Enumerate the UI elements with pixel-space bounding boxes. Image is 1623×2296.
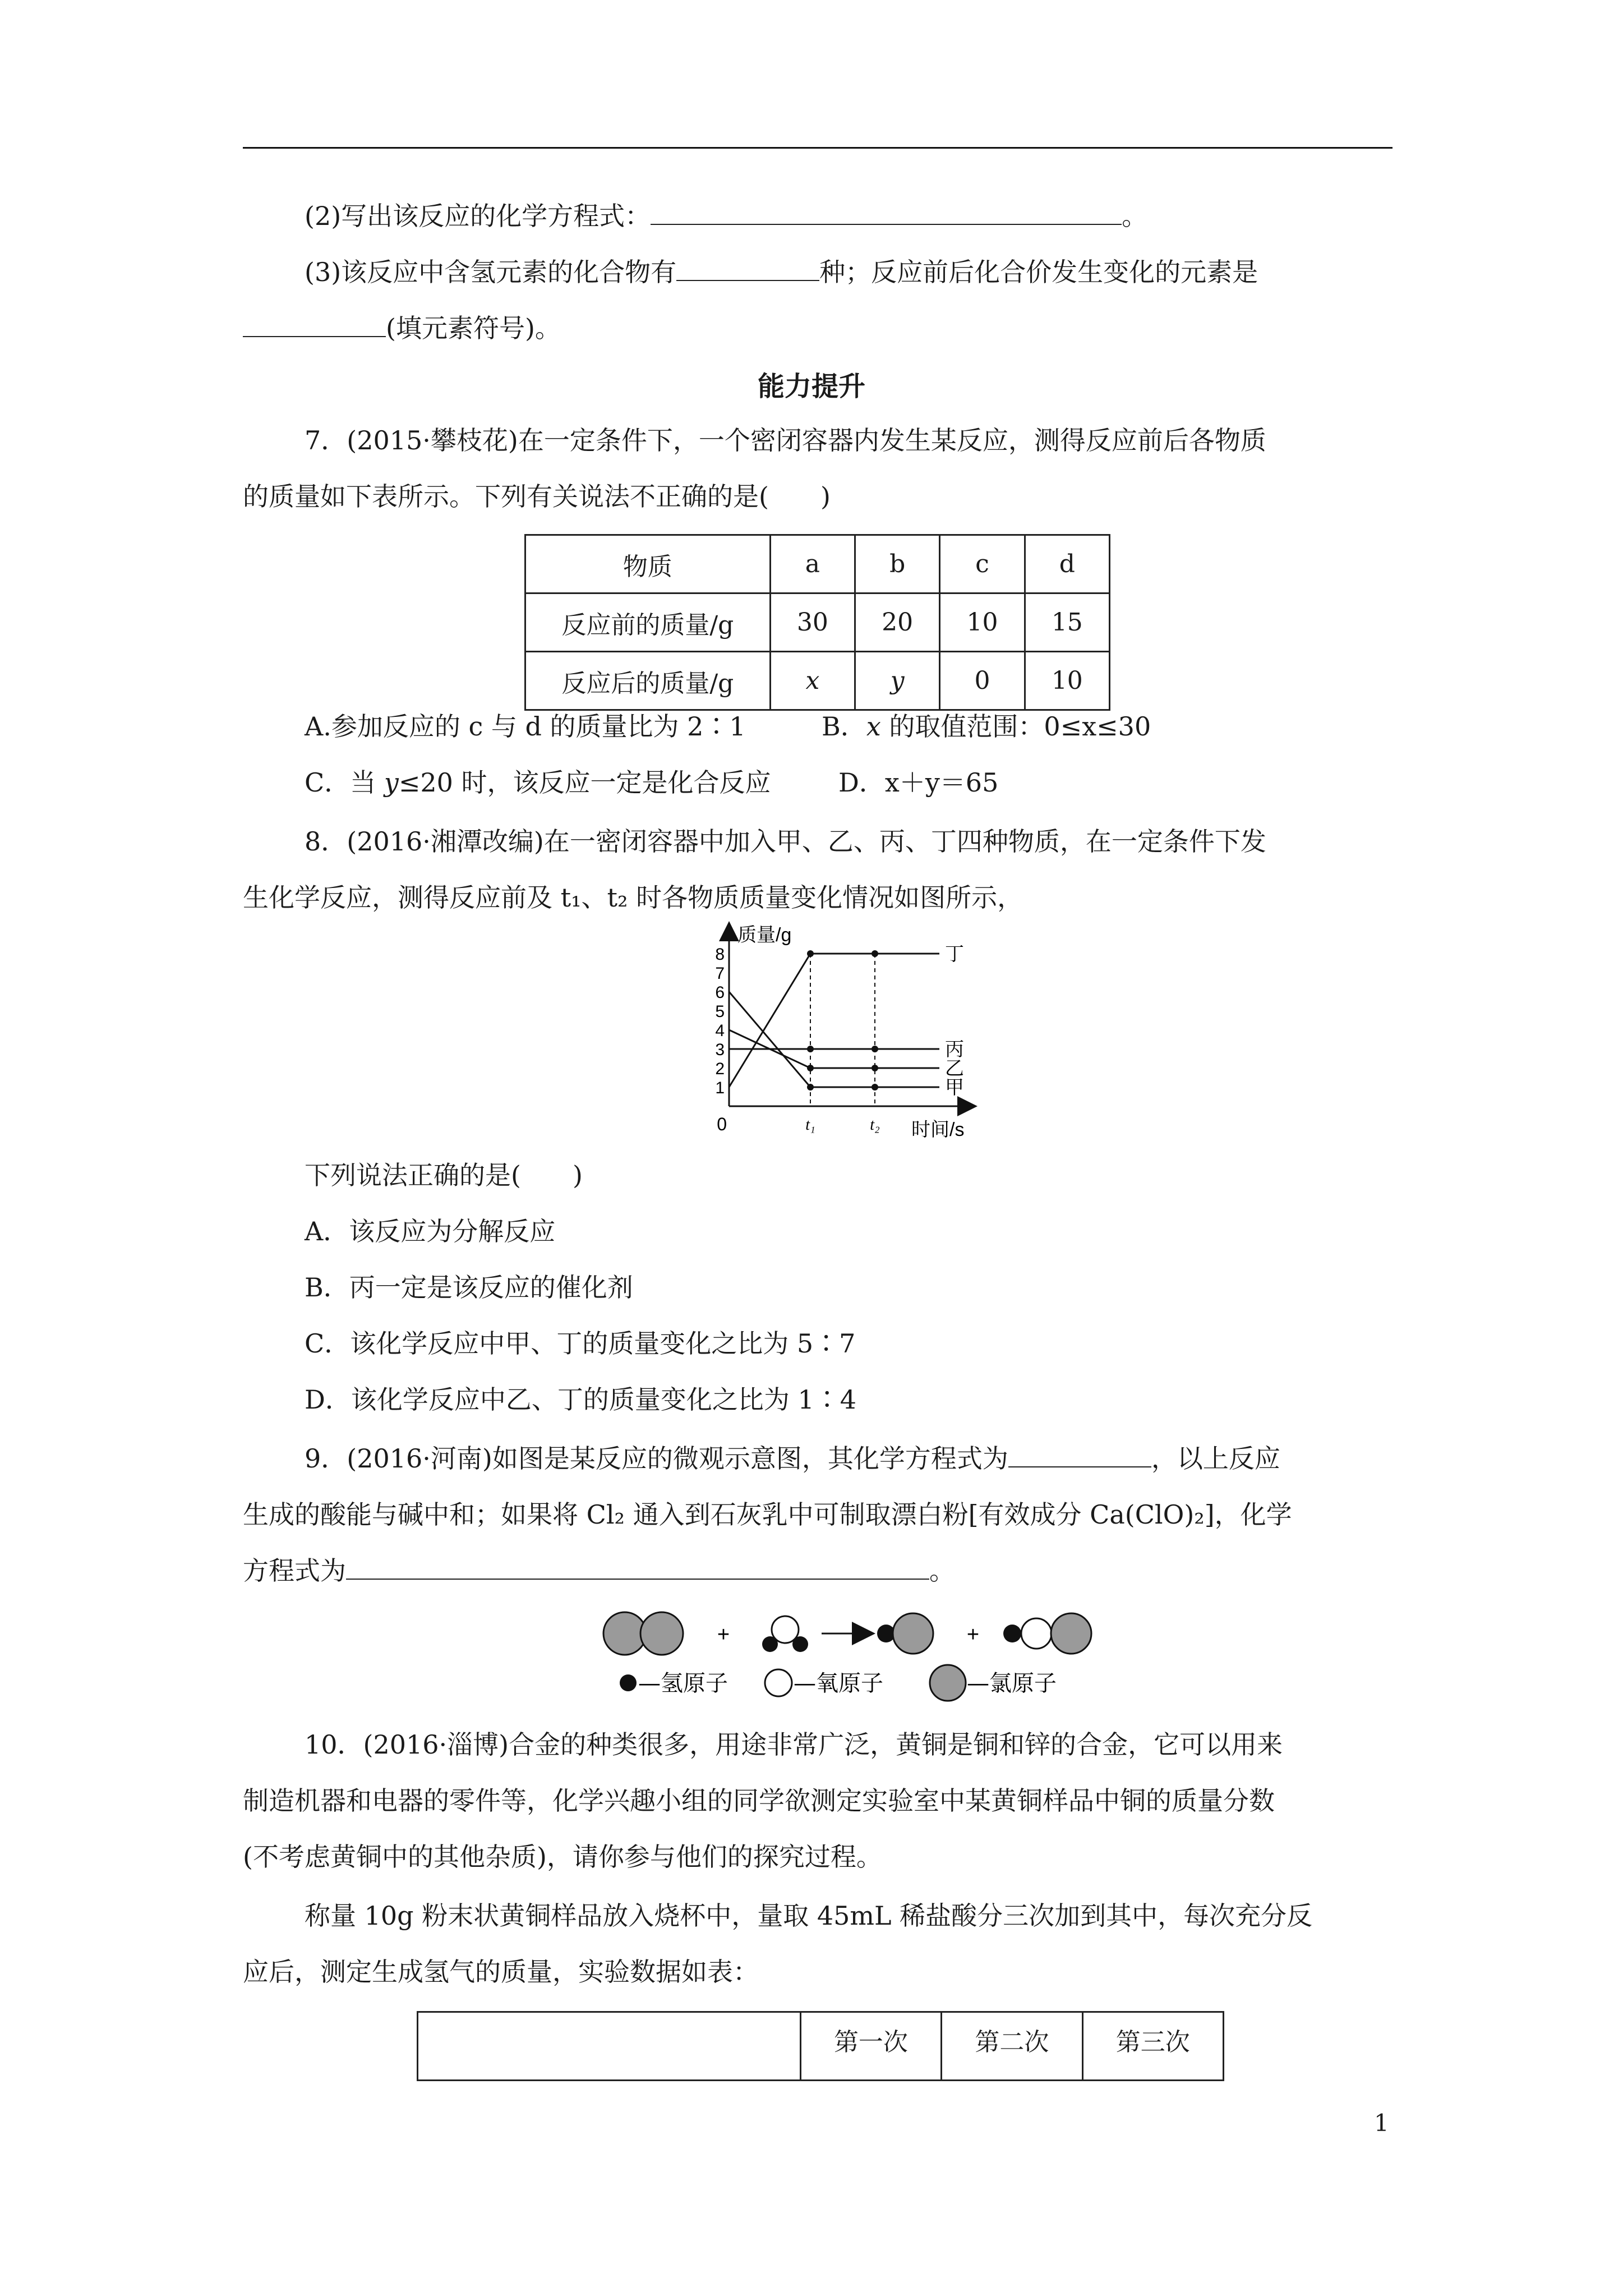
diagram-legend	[620, 1665, 1057, 1701]
data-point	[872, 1084, 878, 1091]
q10-line3: (不考虑黄铜中的其他杂质)，请你参与他们的探究过程。	[243, 1842, 882, 1872]
answer-blank[interactable]	[676, 257, 819, 281]
q10-table	[417, 2011, 1224, 2081]
q9-line2: 生成的酸能与碱中和；如果将 Cl₂ 通入到石灰乳中可制取漂白粉[有效成分 Ca(ClO)₂]，化学	[243, 1499, 1292, 1530]
y-tick-label: 8	[715, 945, 725, 964]
table-cell: 反应前的质量/g	[525, 593, 771, 652]
legend-label: —氯原子	[967, 1671, 1057, 1696]
legend-label: —氧原子	[794, 1671, 883, 1696]
q8-question: 下列说法正确的是( )	[305, 1160, 583, 1190]
table-cell: b	[855, 535, 940, 593]
table-cell: 第三次	[1082, 2012, 1223, 2081]
q7-line1: 7．(2015·攀枝花)在一定条件下，一个密闭容器内发生某反应，测得反应前后各物质	[305, 425, 1266, 455]
y-tick-label: 7	[715, 964, 725, 983]
table-cell: 反应后的质量/g	[525, 652, 771, 710]
q8-option-d: D．该化学反应中乙、丁的质量变化之比为 1∶4	[305, 1384, 857, 1415]
q7-option-d: D．x＋y＝65	[838, 767, 999, 798]
data-point	[872, 950, 878, 957]
section-heading: 能力提升	[757, 371, 865, 402]
hclo-molecule	[1003, 1613, 1091, 1654]
table-cell: 15	[1025, 593, 1109, 652]
x-tick-label: t₁	[805, 1116, 815, 1134]
plus-sign: +	[717, 1623, 730, 1646]
plus-sign: +	[966, 1623, 980, 1646]
data-point	[807, 1046, 814, 1052]
q8-option-c: C．该化学反应中甲、丁的质量变化之比为 5∶7	[305, 1328, 856, 1359]
header-rule	[243, 147, 1393, 149]
hcl-molecule	[877, 1613, 933, 1654]
answer-blank[interactable]	[651, 201, 1122, 225]
q10-line2: 制造机器和电器的零件等，化学兴趣小组的同学欲测定实验室中某黄铜样品中铜的质量分数	[243, 1786, 1275, 1816]
y-tick-label: 4	[715, 1022, 725, 1040]
data-point	[807, 1065, 814, 1071]
q7-option-c: C．当 y≤20 时，该反应一定是化合反应	[305, 767, 771, 798]
series-label: 丙	[945, 1039, 964, 1060]
y-tick-label: 3	[715, 1041, 725, 1059]
series-label: 丁	[945, 944, 964, 965]
data-point	[807, 1084, 814, 1091]
table-row	[418, 2012, 1224, 2081]
hydrogen-atom-icon	[620, 1674, 637, 1691]
chlorine-molecule	[603, 1612, 683, 1655]
data-point	[872, 1046, 878, 1052]
table-cell: 10	[1025, 652, 1109, 710]
y-tick-label: 6	[715, 983, 725, 1002]
chlorine-atom-icon	[930, 1665, 966, 1701]
q6-part3: (3)该反应中含氢元素的化合物有 种；反应前后化合价发生变化的元素是	[305, 257, 1258, 287]
q10-line4: 称量 10g 粉末状黄铜样品放入烧杯中，量取 45mL 稀盐酸分三次加到其中，每次充分反	[305, 1901, 1313, 1931]
q7-table	[524, 534, 1110, 711]
origin-label: 0	[717, 1114, 727, 1134]
series-label: 乙	[945, 1058, 964, 1079]
table-cell: 0	[940, 652, 1025, 710]
data-point	[807, 950, 814, 957]
series-line	[729, 992, 939, 1087]
q8-line2: 生化学反应，测得反应前及 t₁、t₂ 时各物质质量变化情况如图所示，	[243, 882, 1023, 913]
series-line	[729, 954, 939, 1087]
y-tick-label: 5	[715, 1002, 725, 1021]
q7-option-b: B．x 的取值范围：0≤x≤30	[822, 711, 1151, 742]
x-tick-label: t₂	[870, 1116, 880, 1134]
y-axis-label: 质量/g	[737, 924, 792, 946]
mass-time-chart	[690, 920, 993, 1156]
y-tick-label: 1	[715, 1079, 725, 1097]
table-cell: 20	[855, 593, 940, 652]
x-axis-label: 时间/s	[911, 1119, 965, 1140]
table-cell: 第一次	[800, 2012, 941, 2081]
q6-part2: (2)写出该反应的化学方程式： 。	[305, 201, 1148, 231]
answer-blank[interactable]	[1008, 1444, 1151, 1467]
table-cell: a	[770, 535, 855, 593]
q7-line2: 的质量如下表所示。下列有关说法不正确的是( )	[243, 481, 831, 512]
q6-part3-cont: (填元素符号)。	[243, 311, 561, 345]
q7-option-a: A.参加反应的 c 与 d 的质量比为 2∶1	[305, 711, 746, 742]
legend-label: —氢原子	[638, 1671, 728, 1696]
data-point	[872, 1065, 878, 1071]
table-row	[525, 535, 1110, 593]
table-cell: y	[855, 652, 940, 710]
q8-option-a: A．该反应为分解反应	[305, 1216, 556, 1246]
reaction-micro-diagram	[600, 1604, 1122, 1705]
table-cell: c	[940, 535, 1025, 593]
answer-blank[interactable]	[346, 1556, 929, 1580]
water-molecule	[762, 1616, 808, 1652]
table-cell: x	[770, 652, 855, 710]
q10-line5: 应后，测定生成氢气的质量，实验数据如表：	[243, 1957, 759, 1987]
oxygen-atom-icon	[765, 1669, 792, 1696]
table-row	[525, 593, 1110, 652]
series-label: 甲	[945, 1077, 964, 1098]
table-cell: 30	[770, 593, 855, 652]
table-cell: d	[1025, 535, 1109, 593]
y-tick-label: 2	[715, 1060, 725, 1078]
q8-option-b: B．丙一定是该反应的催化剂	[305, 1272, 633, 1303]
q9-line3: 方程式为 。	[243, 1556, 955, 1586]
q8-line1: 8．(2016·湘潭改编)在一密闭容器中加入甲、乙、丙、丁四种物质，在一定条件下发	[305, 826, 1266, 857]
table-cell	[418, 2012, 801, 2081]
answer-blank[interactable]	[243, 314, 386, 337]
table-cell: 第二次	[942, 2012, 1082, 2081]
q9-line1: 9．(2016·河南)如图是某反应的微观示意图，其化学方程式为 ，以上反应	[305, 1443, 1280, 1474]
table-cell: 10	[940, 593, 1025, 652]
page-number: 1	[1374, 2109, 1389, 2137]
table-cell: 物质	[525, 535, 771, 593]
q10-line1: 10．(2016·淄博)合金的种类很多，用途非常广泛，黄铜是铜和锌的合金，它可以用来	[305, 1729, 1283, 1760]
table-row	[525, 652, 1110, 710]
